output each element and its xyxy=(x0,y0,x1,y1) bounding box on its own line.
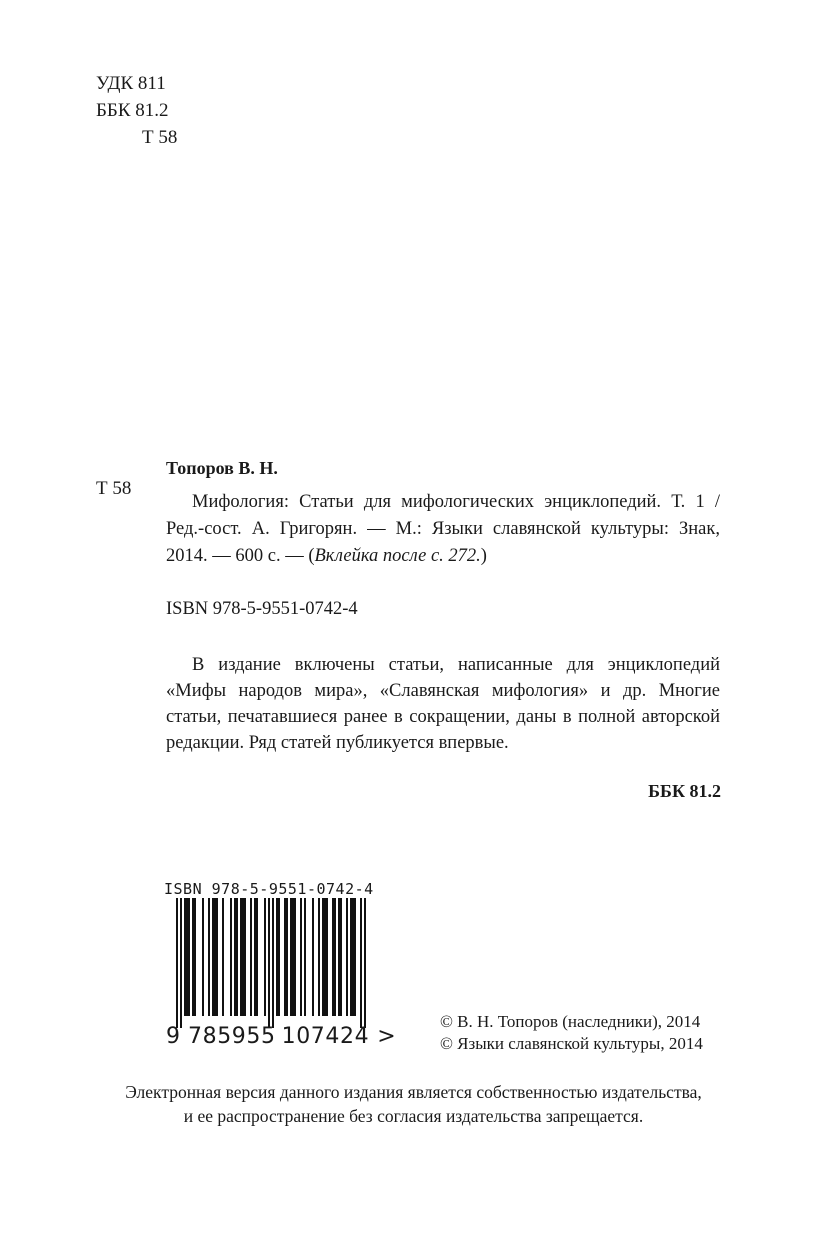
barcode-bar xyxy=(354,898,356,1016)
barcode-bar xyxy=(194,898,196,1016)
barcode-bar xyxy=(208,898,210,1016)
copyright-block xyxy=(440,1011,703,1055)
barcode-bar xyxy=(244,898,246,1016)
barcode-bar xyxy=(268,898,270,1028)
barcode-bar xyxy=(236,898,238,1016)
barcode-bar xyxy=(202,898,204,1016)
left-author-sign: Т 58 xyxy=(96,478,132,499)
barcode-bar xyxy=(350,898,352,1016)
barcode-bar xyxy=(176,898,178,1028)
author-sign: Т 58 xyxy=(142,127,178,148)
classification-codes xyxy=(96,70,177,151)
barcode-bar xyxy=(192,898,194,1016)
bibliographic-italic: Вклейка после с. 272. xyxy=(314,546,481,566)
barcode-bar xyxy=(346,898,348,1016)
bbk-code: ББК 81.2 xyxy=(96,100,169,121)
barcode-bar xyxy=(334,898,336,1016)
barcode-end-mark: > xyxy=(377,1024,396,1049)
isbn-line: ISBN 978-5-9551-0742-4 xyxy=(166,599,358,619)
copyright-author: © В. Н. Топоров (наследники), 2014 xyxy=(440,1012,701,1031)
barcode-isbn-text: ISBN 978-5-9551-0742-4 xyxy=(164,880,374,898)
barcode-bar xyxy=(322,898,324,1016)
electronic-version-notice xyxy=(0,1080,827,1128)
barcode-bar xyxy=(212,898,214,1016)
barcode-bar xyxy=(292,898,294,1016)
barcode-bar xyxy=(360,898,362,1028)
barcode-bar xyxy=(180,898,182,1028)
barcode-bar xyxy=(222,898,224,1016)
notice-line-2: и ее распространение без согласия издательства запрещается. xyxy=(183,1106,644,1126)
barcode-first-digit: 9 xyxy=(166,1024,180,1049)
bibliographic-record xyxy=(166,489,720,570)
barcode-bar xyxy=(278,898,280,1016)
barcode-group1: 785955 xyxy=(188,1024,276,1049)
barcode-bar xyxy=(284,898,286,1016)
barcode-bar xyxy=(276,898,278,1016)
barcode-bar xyxy=(290,898,292,1016)
barcode-bar xyxy=(264,898,266,1016)
barcode-bar xyxy=(234,898,236,1016)
barcode-bar xyxy=(184,898,186,1016)
annotation-text: В издание включены статьи, написанные для энциклопедий «Мифы народов мира», «Славянская мифология» и др. Многие статьи, печатавшиеся ранее в сокращении, даны в полной авторской редакции. Ряд статей публикуется впервые. xyxy=(166,655,720,753)
copyright-publisher: © Языки славянской культуры, 2014 xyxy=(440,1034,703,1053)
barcode-bar xyxy=(214,898,216,1016)
barcode-bar xyxy=(272,898,274,1028)
barcode-bar xyxy=(254,898,256,1016)
barcode-bar xyxy=(294,898,296,1016)
barcode-bar xyxy=(338,898,340,1016)
barcode-bar xyxy=(324,898,326,1016)
notice-line-1: Электронная версия данного издания является собственностью издательства, xyxy=(125,1082,702,1102)
barcode-bar xyxy=(250,898,252,1016)
barcode-bar xyxy=(326,898,328,1016)
barcode-bar xyxy=(230,898,232,1016)
barcode-icon xyxy=(176,898,386,1028)
barcode-bar xyxy=(364,898,366,1028)
annotation xyxy=(166,652,720,756)
barcode-bar xyxy=(256,898,258,1016)
udk-code: УДК 811 xyxy=(96,73,166,94)
barcode-bar xyxy=(216,898,218,1016)
barcode-bar xyxy=(286,898,288,1016)
author-name: Топоров В. Н. xyxy=(166,458,278,478)
barcode-bar xyxy=(304,898,306,1016)
barcode-digits xyxy=(166,1024,396,1049)
barcode-bar xyxy=(186,898,188,1016)
barcode-bar xyxy=(332,898,334,1016)
bbk-right: ББК 81.2 xyxy=(648,781,721,801)
bibliographic-close: ) xyxy=(480,546,487,566)
barcode-bar xyxy=(340,898,342,1016)
barcode-bar xyxy=(242,898,244,1016)
barcode-bar xyxy=(188,898,190,1016)
barcode-bar xyxy=(240,898,242,1016)
barcode-bar xyxy=(300,898,302,1016)
barcode-bar xyxy=(312,898,314,1016)
barcode-bar xyxy=(318,898,320,1016)
bibliographic-text: Мифология: Статьи для мифологических энциклопедий. Т. 1 / Ред.-сост. А. Григорян. — М.: Языки славянской культуры: Знак, 2014. — 600 с. — ( xyxy=(166,492,720,566)
barcode-group2: 107424 xyxy=(281,1024,370,1049)
barcode-bar xyxy=(352,898,354,1016)
